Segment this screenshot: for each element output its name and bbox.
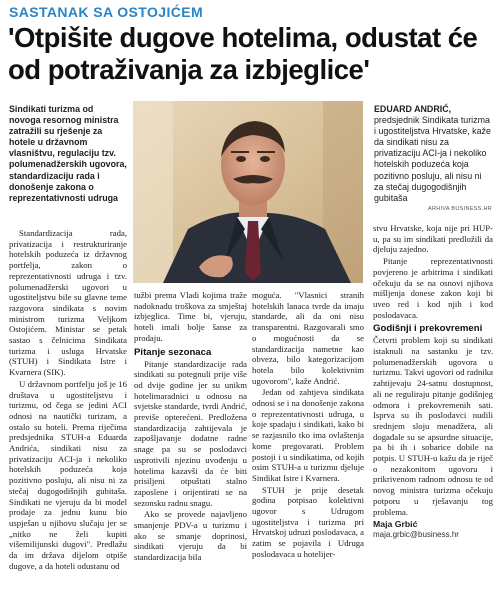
author-byline: Maja Grbić [373, 519, 418, 530]
paragraph: Standardizacija rada, privatizacija i restrukturiranje hotelskih poduzeća iz državnog portfelja, zakon o reprezentativnosti udruga i tzv. polumenadžerski ugovori u ugostiteljstvu bile su glavne teme razgovora sindikata s novim ministrom turizma Veljkom Ostojićem. Ministar se petak sastao s čelnicima Sindikata turizma i usluga Hrvatske (STUH) i Sindikata Istre i Kvarnera (SIK). [9, 228, 127, 378]
article-column-2 [134, 290, 247, 563]
paragraph: Pitanje reprezentativnosti povjereno je arbitrima i sindikati očekuju da se na osnovi njihova mišljenja donese zakon koji bi uveo red i kod njih i kod poslodavaca. [373, 256, 493, 320]
paragraph: U državnom portfelju još je 16 društava u ugostiteljstvu i turizmu, od čega se jedini ACI odnosi na nautički turizam, a ostalo su hoteli. Prema riječima predsjednika STUH-a Eduarda Andrića, sindikati nisu za privatizaciju ACI-ja i nekoliko hotelskih poduzeća koja pozitivno posluju, ali nisu ni za stečaj dugogodišnjih gubitaša. Sindikati ne vjeruju da bi model prodaje za jednu kunu bio uspješan u njihovu slučaju jer se „nitko ne želi kupiti višemilijunski dugovi". Predlažu da im država dijelom otpiše dugove, a da hoteli odustanu od [9, 378, 127, 571]
article-column-4 [373, 223, 493, 541]
paragraph: Pitanje standardizacije rada sindikati su potegnuli prije više od dvije godine jer su unikm hotelimaradnici u odnosu na svjetske standarde, tvrdi Andrić, previše opterećeni. Predložena standardizacija zahtijevala je zapošljavanje dodatne radne snage pa su se poslodavci usprotivili njezinu uvođenju u hotelima kazavši da će biti prisiljeni otpuštati stalno zaposlene i orijentirati se na sezonsku radnu snagu. [134, 358, 247, 508]
headline: 'Otpišite dugove hotelima, odustat će od potraživanja za izbjeglice' [8, 22, 478, 85]
author-email[interactable]: maja.grbic@business.hr [373, 529, 459, 539]
article-column-3 [252, 290, 364, 560]
paragraph: Ako se provede najavljeno smanjenje PDV-a u turizmu i ako se smanje doprinosi, sindikati vjeruju da bi standardizacija bila [134, 509, 247, 563]
photo-credit: ARHIVA BUSINESS.HR [428, 205, 492, 212]
article-column-1 [9, 228, 127, 572]
caption-name: EDUARD ANDRIĆ, [374, 104, 452, 114]
subheading-vacation-overtime: Godišnji i prekovremeni [373, 323, 483, 335]
paragraph: stvu Hrvatske, koja nije pri HUP-u, pa su im sindikati predložili da djeluju zajedno. [373, 223, 493, 255]
lede: Sindikati turizma od novoga resornog ministra zatražili su rješenje za hotele u državnom vlasništvu, regulaciju tzv. polumenadžerskih ugovora, standardizaciju rada i donošenje zakona o reprezentativnosti udruga [9, 104, 127, 203]
paragraph: moguća. "Vlasnici stranih hotelskih lanaca tvrde da imaju standarde, ali da oni nisu transparentni. Razgovarali smo o mogućnosti da se standardizacija nametne kao obveza, bilo kategorizacijom hotela bilo kolektivnim ugovorom", kaže Andrić. [252, 290, 364, 386]
caption-text: predsjednik Sindikata turizma i ugostiteljstva Hrvatske, kaže da sindikati nisu za privatizaciju ACI-ja i nekoliko hotelskih poduzeća koja pozitivno posluju, ali nisu ni za stečaj dugogodišnjih gubitaša [374, 115, 491, 203]
paragraph: tužbi prema Vladi kojima traže nadoknadu troškova za smještaj izbjeglica. Time bi, vjeruju, hoteli imali bolje šanse za prodaju. [134, 290, 247, 343]
paragraph: Četvrti problem koji su sindikati istaknuli na sastanku je tzv. polumenadžerskih ugovora u turizmu. Takvi ugovori od radnika zahtijevaju 24-satnu dostupnost, ali ne reguliraju pitanje godišnjeg odmora i prekovremenih sati. Isprva su ih poslodavci nudili srednjem sloju menadžera, ali događale su se apsurdne situacije, pa bi ih i sobarice dobile na potpis. U STUH-u kažu da je riječ o nezakonitom ugovoru i prikrivenom radnom odnosu te od novog ministra turizma očekuju potporu u rješavanju tog problema. [373, 335, 493, 517]
section-kicker: SASTANAK SA OSTOJIĆEM [9, 4, 204, 20]
photo-caption [374, 104, 492, 213]
paragraph: Jedan od zahtjeva sindikata odnosi se i na donošenje zakona o reprezentativnosti udruga, u koje spadaju i sindikati, kako bi se razjasnilo tko ima ovlaštenja kome pregovarati. Problem postoji i u sindikatima, od kojih osim STUH-a u turizmu djeluje Sindikat Istre i Kvarnera. [252, 387, 364, 483]
portrait-photo [133, 101, 363, 283]
portrait-illustration [133, 101, 363, 283]
subheading-seasonal-workers: Pitanje sezonaca [134, 346, 212, 358]
paragraph: STUH je prije desetak godina potpisao kolektivni ugovor s Udrugom ugostiteljstva i turizma pri Hrvatskoj udruzi poslodavaca, a zatim se pojavila i Udruga poslodavaca u hotelijer- [252, 484, 364, 559]
